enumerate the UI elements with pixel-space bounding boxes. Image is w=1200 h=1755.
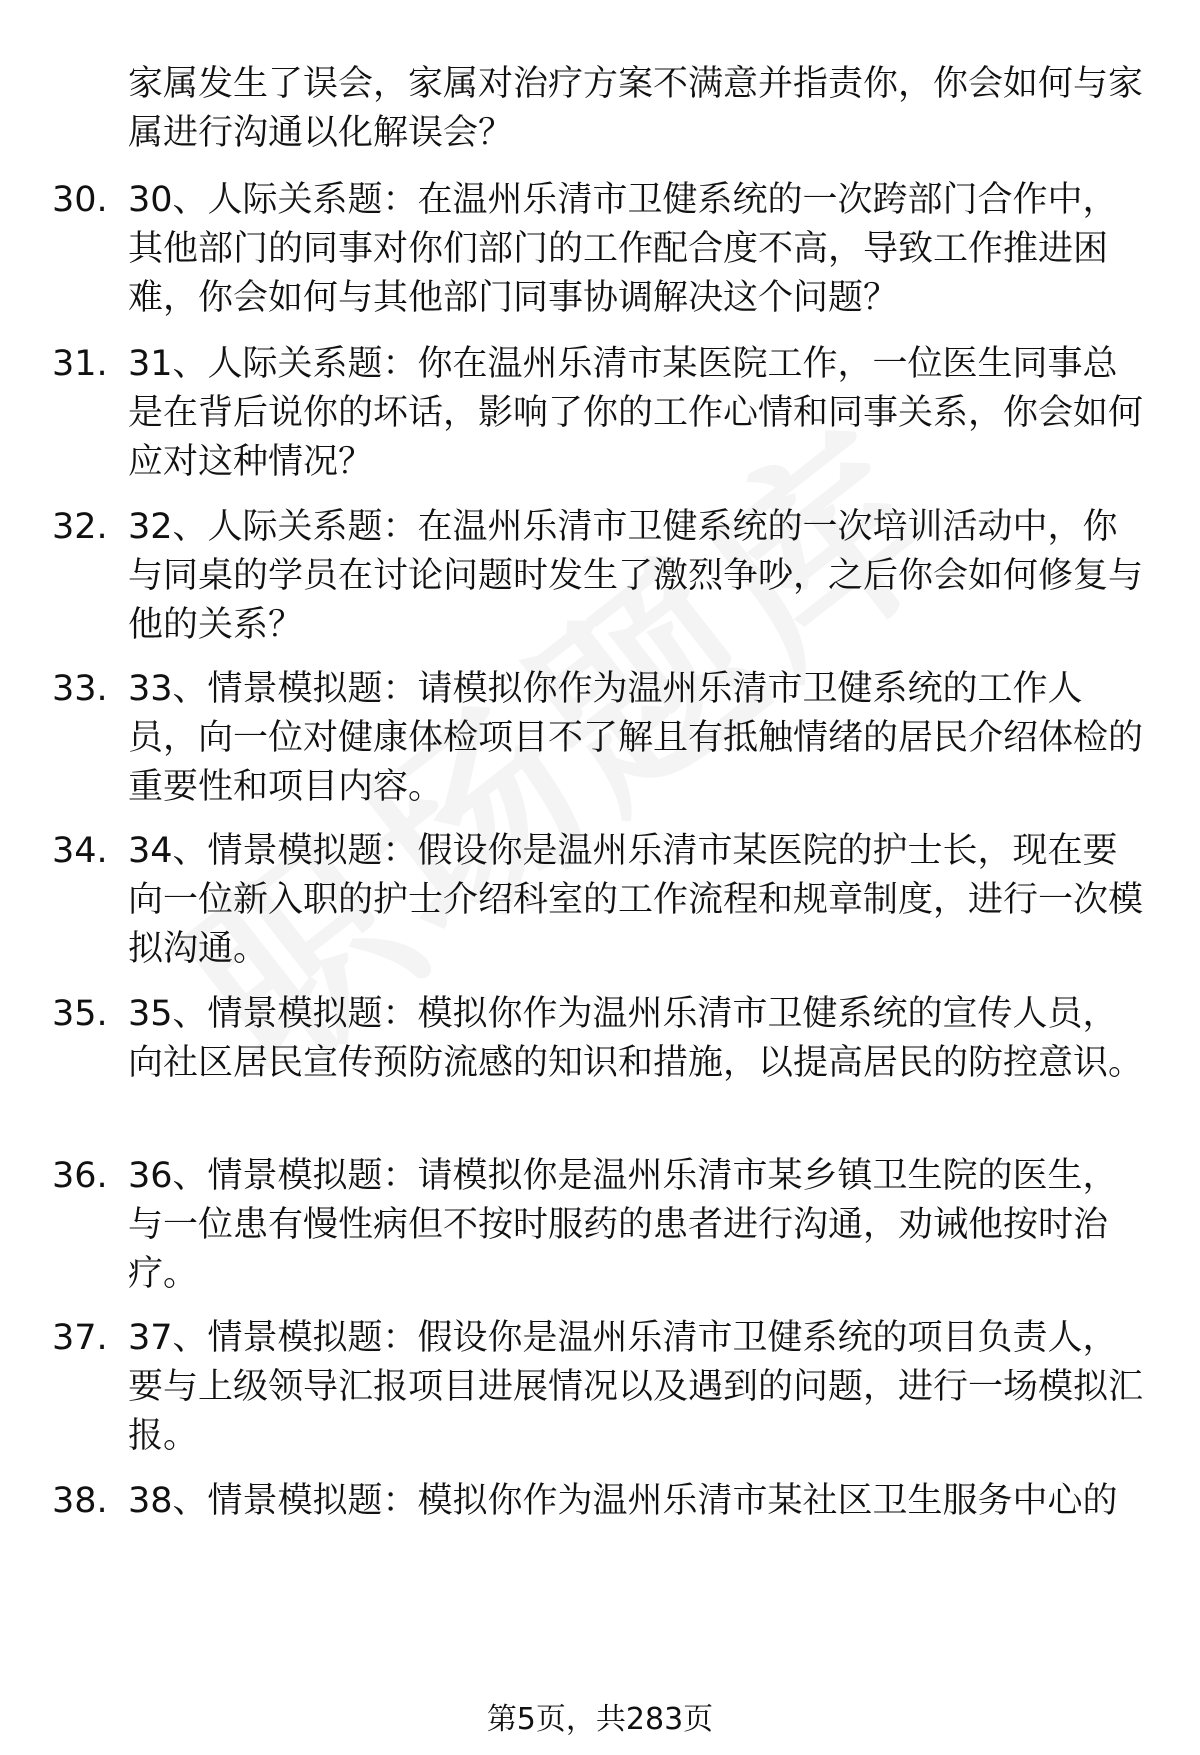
item-number: 37. [52, 1318, 108, 1358]
item-text: 30、人际关系题：在温州乐清市卫健系统的一次跨部门合作中，其他部门的同事对你们部门的工作配合度不高，导致工作推进困难，你会如何与其他部门同事协调解决这个问题？ [128, 180, 1118, 318]
item-number: 32. [52, 507, 108, 547]
item-text: 31、人际关系题：你在温州乐清市某医院工作，一位医生同事总是在背后说你的坏话，影响了你的工作心情和同事关系，你会如何应对这种情况？ [128, 344, 1144, 482]
item-text: 34、情景模拟题：假设你是温州乐清市某医院的护士长，现在要向一位新入职的护士介绍科室的工作流程和规章制度，进行一次模拟沟通。 [128, 831, 1144, 969]
item-number: 38. [52, 1481, 108, 1521]
item-text: 37、情景模拟题：假设你是温州乐清市卫健系统的项目负责人，要与上级领导汇报项目进展情况以及遇到的问题，进行一场模拟汇报。 [128, 1318, 1144, 1456]
item-number: 33. [52, 669, 108, 709]
item-text: 33、情景模拟题：请模拟你作为温州乐清市卫健系统的工作人员，向一位对健康体检项目不了解且有抵触情绪的居民介绍体检的重要性和项目内容。 [128, 669, 1144, 807]
item-text: 36、情景模拟题：请模拟你是温州乐清市某乡镇卫生院的医生，与一位患有慢性病但不按时服药的患者进行沟通，劝诫他按时治疗。 [128, 1156, 1118, 1294]
item-number: 31. [52, 344, 108, 384]
page-footer: 第5页，共283页 [486, 1702, 714, 1737]
item-text: 38、情景模拟题：模拟你作为温州乐清市某社区卫生服务中心的 [128, 1481, 1118, 1521]
item-number: 35. [52, 994, 108, 1034]
item-number: 30. [52, 180, 108, 220]
item-number: 36. [52, 1156, 108, 1196]
item-text: 32、人际关系题：在温州乐清市卫健系统的一次培训活动中，你与同桌的学员在讨论问题时发生了激烈争吵，之后你会如何修复与他的关系？ [128, 507, 1144, 645]
continued-question-text: 家属发生了误会，家属对治疗方案不满意并指责你，你会如何与家属进行沟通以化解误会？ [128, 64, 1144, 153]
item-number: 34. [52, 831, 108, 871]
item-text: 35、情景模拟题：模拟你作为温州乐清市卫健系统的宣传人员，向社区居民宣传预防流感的知识和措施，以提高居民的防控意识。 [128, 994, 1144, 1083]
